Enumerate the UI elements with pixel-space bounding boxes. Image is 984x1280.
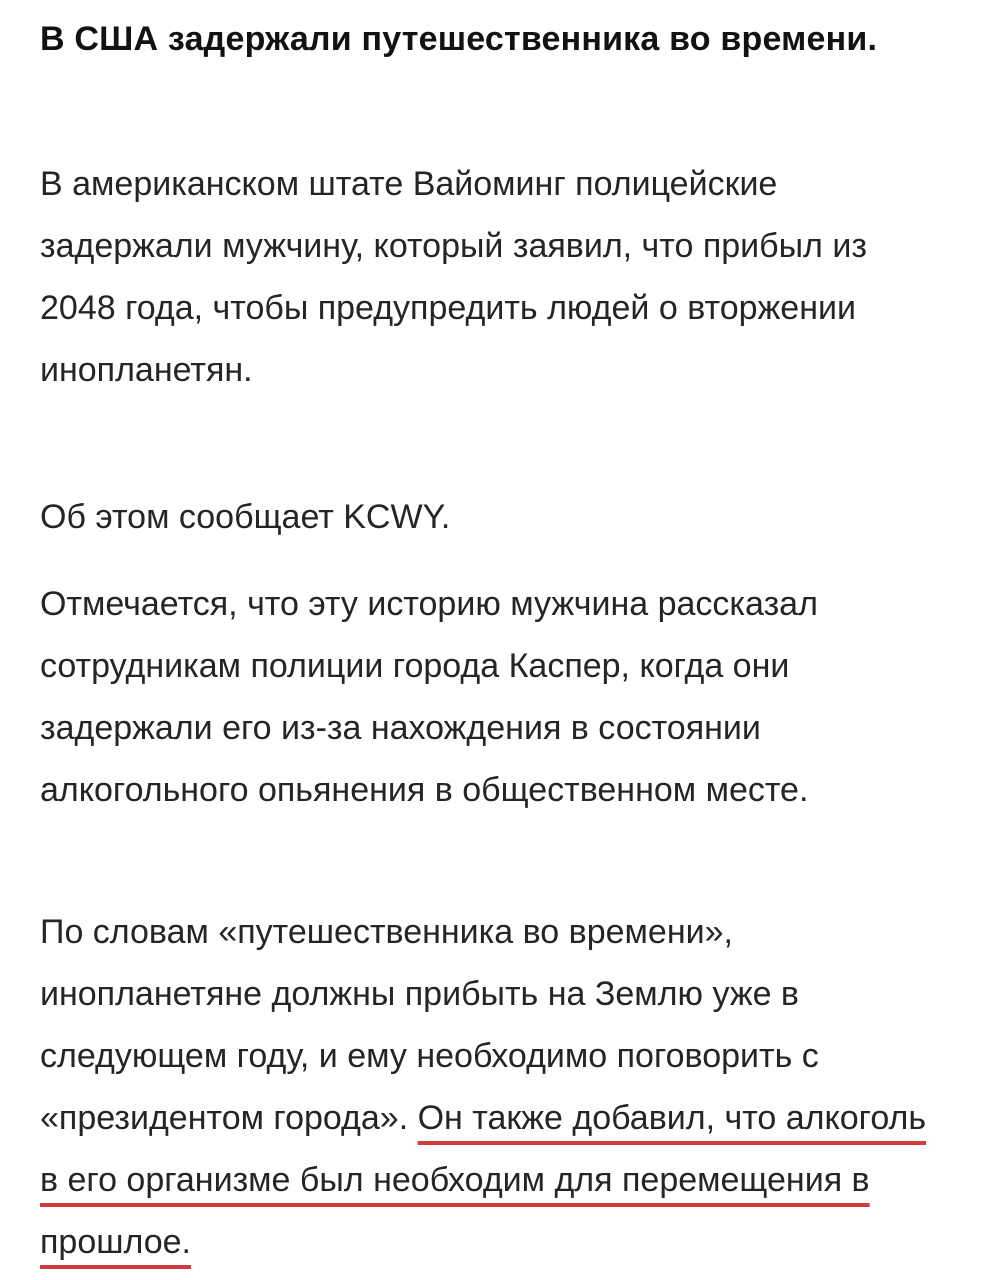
headline: В США задержали путешественника во времени. [40, 20, 878, 58]
article [40, 8, 940, 1261]
paragraph-4 [40, 901, 940, 1273]
paragraph-1: В американском штате Вайоминг полицейские задержали мужчину, который заявил, что прибыл из 2048 года, чтобы предупредить людей о вторжении инопланетян. [40, 165, 867, 389]
paragraph-3: Отмечается, что эту историю мужчина рассказал сотрудникам полиции города Каспер, когда они задержали его из-за нахождения в состоянии алкогольного опьянения в общественном месте. [40, 585, 818, 809]
paragraph-4-text: По словам «путешественника во времени», инопланетяне должны прибыть на Землю уже в следующем году, и ему необходимо поговорить с «президентом города». [40, 913, 819, 1137]
highlighted-quote: Он также добавил, что алкоголь в его организме был необходим для перемещения в прошлое. [40, 1099, 927, 1261]
paragraph-2: Об этом сообщает KCWY. [40, 498, 451, 536]
